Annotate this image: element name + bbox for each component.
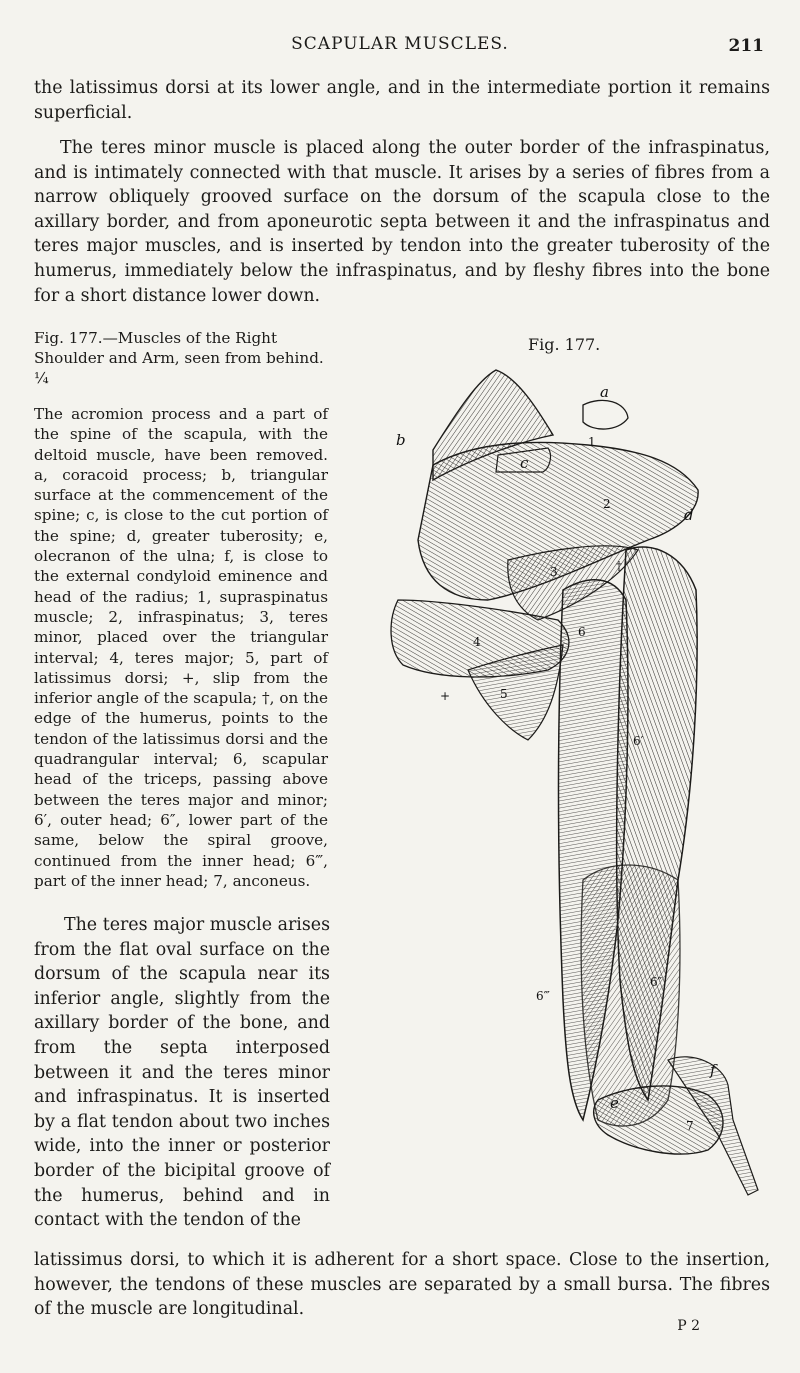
svg-text:1: 1: [588, 435, 596, 449]
svg-text:d: d: [684, 506, 694, 524]
paragraph-teres-major-continued: latissimus dorsi, to which it is adherent for a short space. Close to the insertion, however, the tendons of these muscles are separated by a small bursa. The fibres of the muscle are longitudinal.: [34, 1250, 770, 1320]
arm-muscles-engraving: [378, 360, 766, 1212]
svg-text:5: 5: [500, 687, 508, 701]
svg-text:a: a: [600, 383, 609, 401]
paragraph-teres-minor: The teres minor muscle is placed along the outer border of the infraspinatus, and is intimately connected with that muscle. It arises by a series of fibres from a narrow obliquely grooved surface on the dorsum of the scapula close to the axillary border, and from aponeurotic septa between it and the infraspinatus and teres major muscles, and is inserted by tendon into the greater tuberosity of the humerus, immediately below the infraspinatus, and by fleshy fibres into the bone for a short distance lower down.: [34, 138, 770, 306]
svg-text:†: †: [616, 559, 622, 573]
svg-text:2: 2: [603, 497, 611, 511]
paragraph-teres-major: The teres major muscle arises from the flat oval surface on the dorsum of the scapula near its inferior angle, slightly from the axillary border of the bone, and from the septa interposed between it and the teres minor and infraspinatus. It is inserted by a flat tendon about two inches wide, into the inner or posterior border of the bicipital groove of the humerus, behind and in contact with the tendon of the: [34, 915, 330, 1231]
svg-text:b: b: [396, 431, 406, 449]
signature-mark: P 2: [677, 1318, 700, 1334]
running-header: [0, 34, 800, 58]
svg-text:3: 3: [550, 565, 558, 579]
svg-text:+: +: [440, 689, 451, 703]
anatomical-illustration: [378, 360, 766, 1212]
figure-caption-heading: Fig. 177.—Muscles of the Right Shoulder and Arm, seen from behind. ¼: [34, 329, 324, 387]
paragraph-latissimus-continuation: the latissimus dorsi at its lower angle, and in the intermediate portion it remains superficial.: [34, 78, 770, 123]
coracoid-process: [583, 400, 628, 429]
svg-text:6′: 6′: [633, 734, 644, 748]
running-title: SCAPULAR MUSCLES.: [291, 34, 509, 54]
svg-text:c: c: [520, 454, 529, 472]
svg-text:6: 6: [578, 625, 586, 639]
svg-text:e: e: [610, 1094, 619, 1112]
page-number: 211: [728, 36, 764, 56]
svg-text:6‴: 6‴: [536, 989, 550, 1003]
svg-text:6″: 6″: [650, 975, 663, 989]
svg-text:4: 4: [473, 635, 481, 649]
svg-text:f: f: [710, 1061, 716, 1079]
figure-label: Fig. 177.: [528, 335, 601, 354]
figure-caption-body: The acromion process and a part of the spine of the scapula, with the deltoid muscle, have been removed. a, coracoid process; b, triangular surface at the commencement of the spine; c, is close to the cut portion of the spine; d, greater tuberosity; e, olecranon of the ulna; f, is close to the external condyloid eminence and head of the radius; 1, supraspinatus muscle; 2, infraspinatus; 3, teres minor, placed over the triangular interval; 4, teres major; 5, part of latissimus dorsi; +, slip from the inferior angle of the scapula; †, on the edge of the humerus, points to the tendon of the latissimus dorsi and the quadrangular interval; 6, scapular head of the triceps, passing above between the teres major and minor; 6′, outer head; 6″, lower part of the same, below the spiral groove, continued from the inner head; 6‴, part of the inner head; 7, anconeus.: [34, 405, 328, 890]
svg-text:7: 7: [686, 1119, 694, 1133]
